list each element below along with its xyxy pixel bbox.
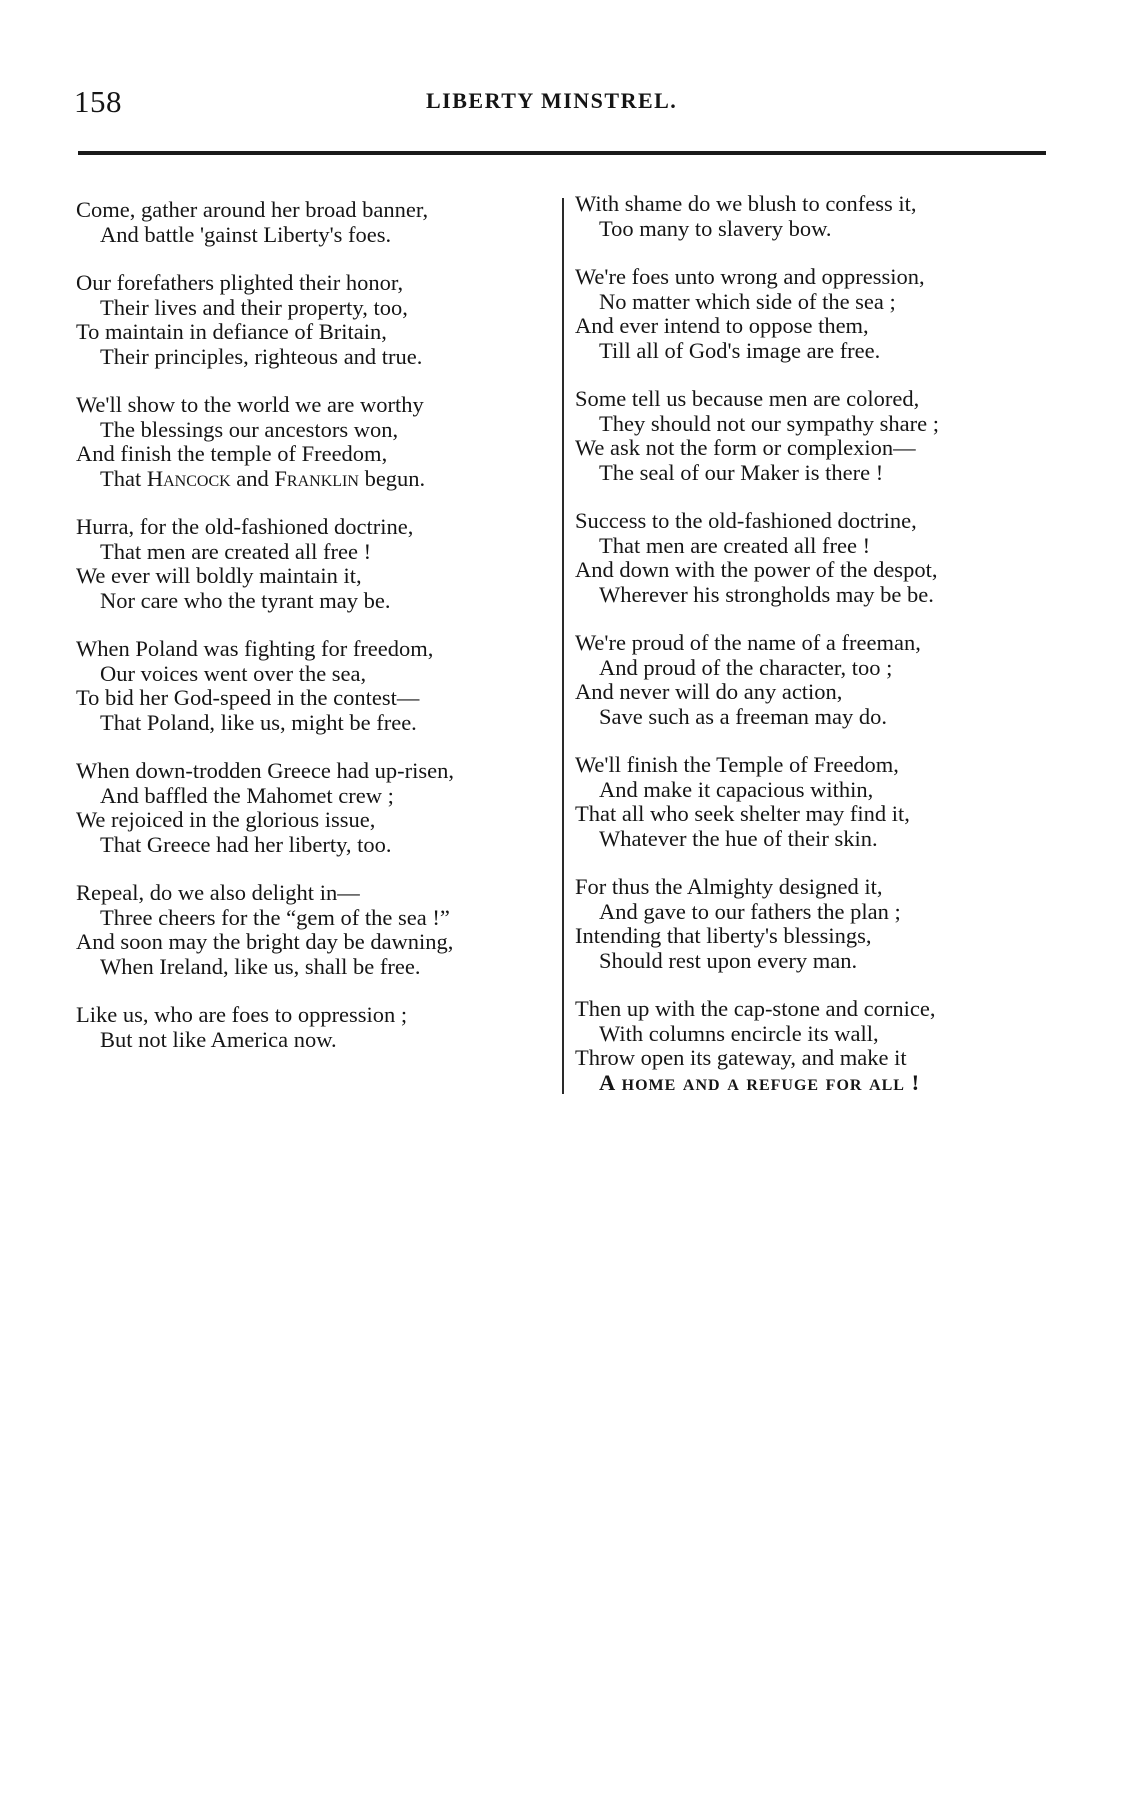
verse-line: We ever will boldly maintain it, — [76, 563, 362, 588]
verse-line: Like us, who are foes to oppression ; — [76, 1002, 408, 1027]
verse-line: We'll show to the world we are worthy — [76, 392, 424, 417]
stanza — [76, 881, 556, 979]
verse-line: And soon may the bright day be dawning, — [76, 929, 454, 954]
verse-line: That men are created all free ! — [599, 532, 871, 558]
verse-line: The blessings our ancestors won, — [100, 416, 399, 442]
verse-line: Should rest upon every man. — [599, 947, 858, 973]
verse-line: And ever intend to oppose them, — [575, 313, 869, 338]
verse-text: That — [100, 465, 147, 491]
verse-line: And finish the temple of Freedom, — [76, 441, 388, 466]
verse-line: And proud of the character, too ; — [599, 654, 893, 680]
stanza — [575, 875, 1045, 973]
verse-line: Success to the old-fashioned doctrine, — [575, 508, 917, 533]
verse-line: And down with the power of the despot, — [575, 557, 938, 582]
verse-line: Hurra, for the old-fashioned doctrine, — [76, 514, 414, 539]
verse-line: Repeal, do we also delight in— — [76, 880, 360, 905]
verse-line — [76, 467, 556, 492]
verse-line: Our voices went over the sea, — [100, 660, 367, 686]
verse-line: The seal of our Maker is there ! — [599, 459, 884, 485]
column-divider — [562, 198, 564, 1094]
verse-text: and — [230, 465, 275, 491]
verse-line: They should not our sympathy share ; — [599, 410, 939, 436]
verse-line: Intending that liberty's blessings, — [575, 923, 872, 948]
verse-line: We're proud of the name of a freeman, — [575, 630, 921, 655]
verse-line: With shame do we blush to confess it, — [575, 191, 917, 216]
verse-line: That Poland, like us, might be free. — [100, 709, 417, 735]
right-column — [575, 192, 1045, 1119]
stanza — [76, 198, 556, 247]
running-head: LIBERTY MINSTREL. — [426, 88, 678, 113]
stanza — [76, 637, 556, 735]
name-franklin: Franklin — [274, 465, 359, 491]
stanza — [575, 631, 1045, 729]
verse-line: Nor care who the tyrant may be. — [100, 587, 391, 613]
verse-line: Too many to slavery bow. — [599, 215, 832, 241]
verse-line: Save such as a freeman may do. — [599, 703, 888, 729]
verse-line: When Poland was fighting for freedom, — [76, 636, 434, 661]
verse-line: Three cheers for the “gem of the sea !” — [100, 904, 450, 930]
verse-line: Their principles, righteous and true. — [100, 343, 423, 369]
verse-line: We're foes unto wrong and oppression, — [575, 264, 925, 289]
verse-line: Some tell us because men are colored, — [575, 386, 920, 411]
stanza — [575, 265, 1045, 363]
verse-line: Our forefathers plighted their honor, — [76, 270, 404, 295]
left-column — [76, 198, 556, 1076]
verse-line: We ask not the form or complexion— — [575, 435, 916, 460]
verse-line: And battle 'gainst Liberty's foes. — [100, 221, 392, 247]
stanza — [76, 393, 556, 491]
verse-line: To maintain in defiance of Britain, — [76, 319, 387, 344]
verse-line: That all who seek shelter may find it, — [575, 801, 910, 826]
verse-line: Then up with the cap-stone and cornice, — [575, 996, 936, 1021]
stanza — [76, 1003, 556, 1052]
verse-line: To bid her God-speed in the contest— — [76, 685, 420, 710]
page-number: 158 — [74, 84, 122, 119]
verse-line: That Greece had her liberty, too. — [100, 831, 392, 857]
verse-line: With columns encircle its wall, — [599, 1020, 879, 1046]
verse-text: begun. — [358, 465, 426, 491]
stanza — [76, 515, 556, 613]
verse-line: Throw open its gateway, and make it — [575, 1045, 907, 1070]
stanza — [575, 753, 1045, 851]
verse-line: Till all of God's image are free. — [599, 337, 881, 363]
name-hancock: Hancock — [146, 465, 231, 491]
stanza — [76, 271, 556, 369]
verse-line: When down-trodden Greece had up-risen, — [76, 758, 454, 783]
verse-line: And never will do any action, — [575, 679, 843, 704]
verse-line: No matter which side of the sea ; — [599, 288, 896, 314]
stanza — [575, 387, 1045, 485]
header-rule — [78, 151, 1046, 155]
stanza — [575, 192, 1045, 241]
final-refrain-line: A home and a refuge for all ! — [599, 1069, 921, 1095]
verse-line: For thus the Almighty designed it, — [575, 874, 883, 899]
verse-line: And gave to our fathers the plan ; — [599, 898, 901, 924]
stanza — [575, 509, 1045, 607]
verse-line: We'll finish the Temple of Freedom, — [575, 752, 899, 777]
verse-line: And make it capacious within, — [599, 776, 874, 802]
verse-line: That men are created all free ! — [100, 538, 372, 564]
verse-line: Whatever the hue of their skin. — [599, 825, 878, 851]
verse-line: When Ireland, like us, shall be free. — [100, 953, 421, 979]
stanza — [575, 997, 1045, 1095]
stanza — [76, 759, 556, 857]
verse-line: Their lives and their property, too, — [100, 294, 408, 320]
verse-line: Wherever his strongholds may be be. — [599, 581, 934, 607]
verse-line: We rejoiced in the glorious issue, — [76, 807, 376, 832]
verse-line: And baffled the Mahomet crew ; — [100, 782, 394, 808]
verse-line: But not like America now. — [100, 1026, 337, 1052]
verse-line: Come, gather around her broad banner, — [76, 197, 429, 222]
